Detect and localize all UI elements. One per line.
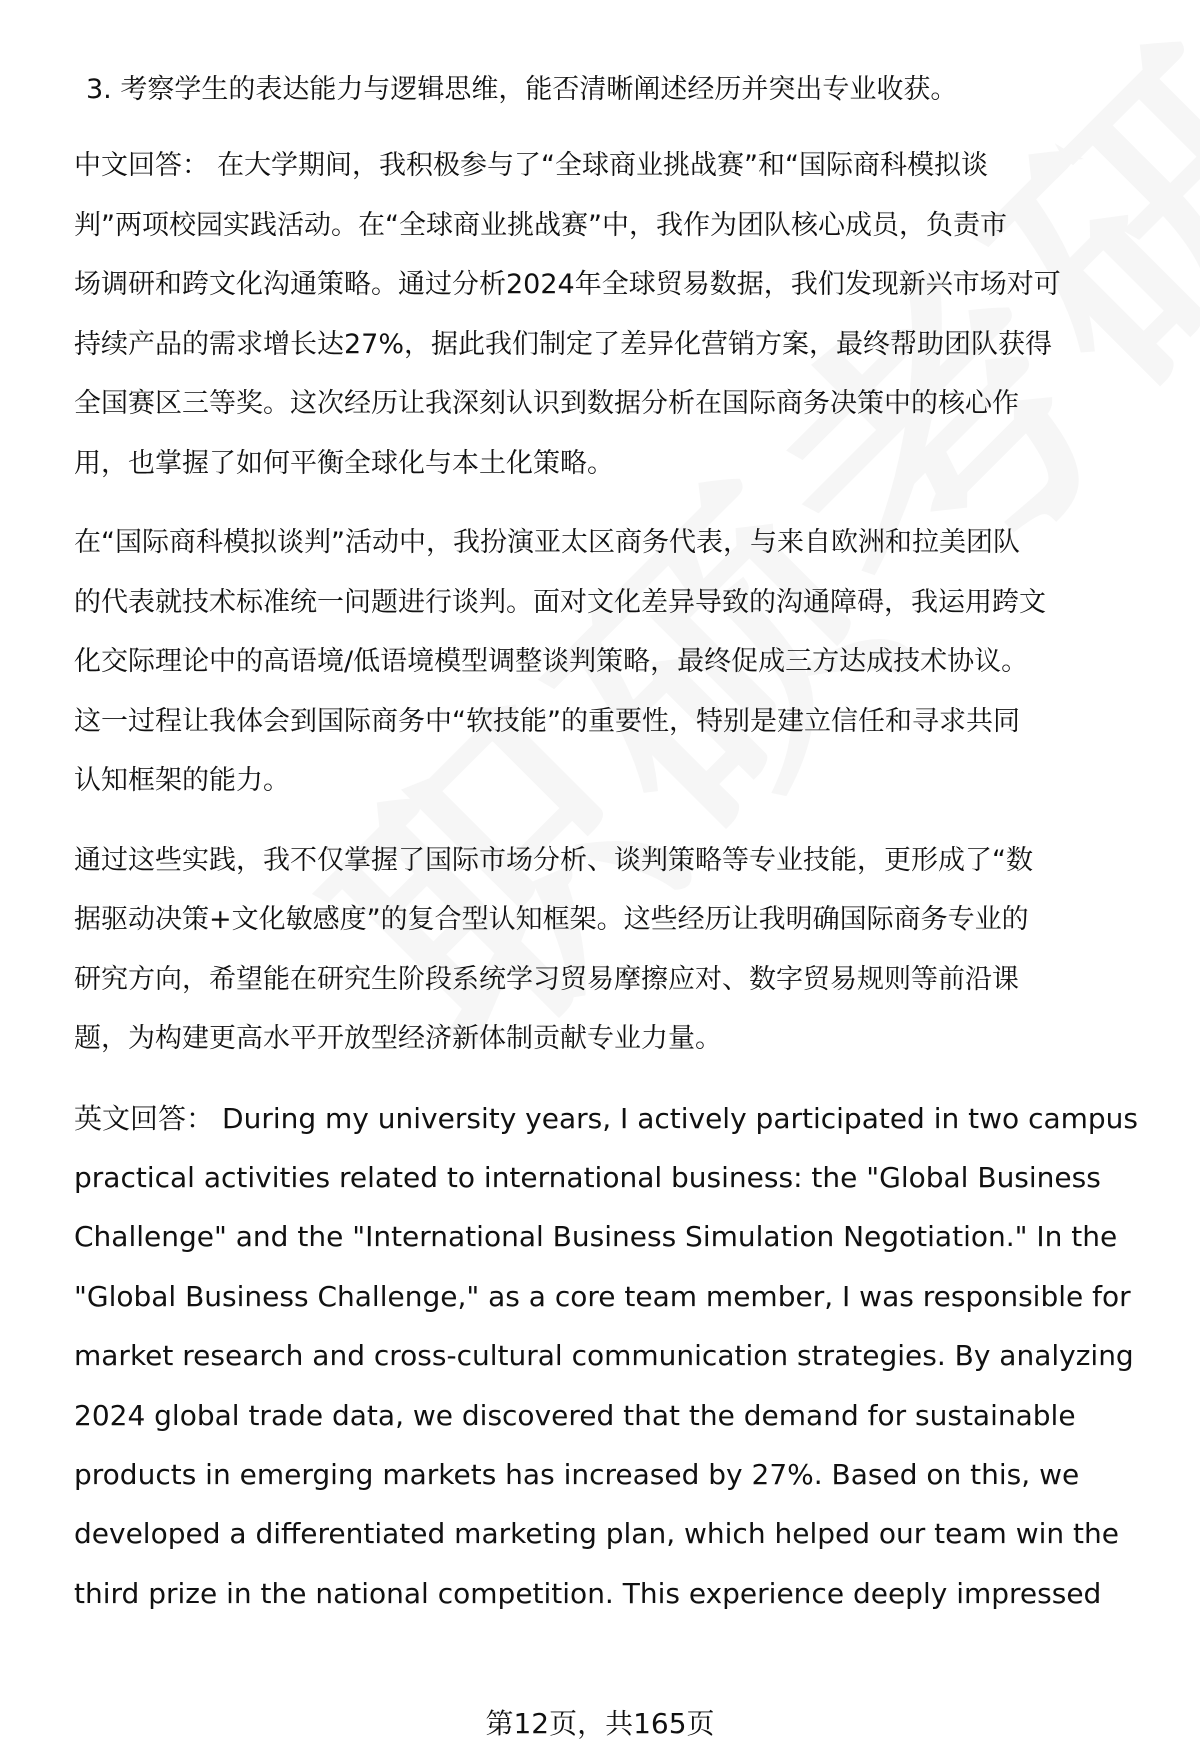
text-line: 在“国际商科模拟谈判”活动中，我扮演亚太区商务代表，与来自欧洲和拉美团队 xyxy=(74,527,1020,558)
text-line: developed a differentiated marketing plan, which helped our team win the xyxy=(74,1517,1119,1551)
text-line: 英文回答： During my university years, I actively participated in two campus xyxy=(74,1101,1139,1135)
text-line: products in emerging markets has increased by 27%. Based on this, we xyxy=(74,1457,1080,1491)
text-line: 认知框架的能力。 xyxy=(74,765,290,796)
document-content xyxy=(74,60,1154,1643)
question-item: 3. 考察学生的表达能力与逻辑思维，能否清晰阐述经历并突出专业收获。 xyxy=(86,74,958,105)
page-number: 第12页，共165页 xyxy=(485,1707,715,1740)
text-line: Challenge" and the "International Business Simulation Negotiation." In the xyxy=(74,1220,1118,1254)
text-line: 题，为构建更高水平开放型经济新体制贡献专业力量。 xyxy=(74,1023,722,1054)
cn-answer-label: 中文回答： xyxy=(74,150,209,181)
text-line: practical activities related to international business: the "Global Business xyxy=(74,1160,1101,1194)
text-line: 这一过程让我体会到国际商务中“软技能”的重要性，特别是建立信任和寻求共同 xyxy=(74,705,1020,737)
text-line: 场调研和跨文化沟通策略。通过分析2024年全球贸易数据，我们发现新兴市场对可 xyxy=(74,269,1061,300)
cn-answer-paragraph-2 xyxy=(74,513,1154,811)
text-line: 2024 global trade data, we discovered that the demand for sustainable xyxy=(74,1398,1076,1432)
text-line: 研究方向，希望能在研究生阶段系统学习贸易摩擦应对、数字贸易规则等前沿课 xyxy=(74,963,1019,995)
text-line: 通过这些实践，我不仅掌握了国际市场分析、谈判策略等专业技能，更形成了“数 xyxy=(74,844,1033,876)
text-line: 持续产品的需求增长达27%，据此我们制定了差异化营销方案，最终帮助团队获得 xyxy=(74,328,1053,360)
text-line: 判”两项校园实践活动。在“全球商业挑战赛”中，我作为团队核心成员，负责市 xyxy=(74,209,1007,241)
en-answer-label: 英文回答： xyxy=(74,1101,215,1135)
text-line: "Global Business Challenge," as a core team member, I was responsible for xyxy=(74,1279,1131,1313)
text-line: market research and cross-cultural communication strategies. By analyzing xyxy=(74,1339,1134,1373)
text-line: 化交际理论中的高语境/低语境模型调整谈判策略，最终促成三方达成技术协议。 xyxy=(74,646,1029,677)
text-line: 据驱动决策+文化敏感度”的复合型认知框架。这些经历让我明确国际商务专业的 xyxy=(74,904,1029,935)
text-line: 中文回答： 在大学期间，我积极参与了“全球商业挑战赛”和“国际商科模拟谈 xyxy=(74,150,988,181)
text-line: 用，也掌握了如何平衡全球化与本土化策略。 xyxy=(74,447,614,479)
cn-answer-paragraph-3 xyxy=(74,831,1154,1069)
text-line: 全国赛区三等奖。这次经历让我深刻认识到数据分析在国际商务决策中的核心作 xyxy=(74,388,1019,419)
en-answer-paragraph xyxy=(74,1089,1154,1624)
text-line: third prize in the national competition. This experience deeply impressed xyxy=(74,1576,1102,1610)
cn-answer-paragraph-1 xyxy=(74,136,1154,493)
text-line: 的代表就技术标准统一问题进行谈判。面对文化差异导致的沟通障碍，我运用跨文 xyxy=(74,586,1046,618)
